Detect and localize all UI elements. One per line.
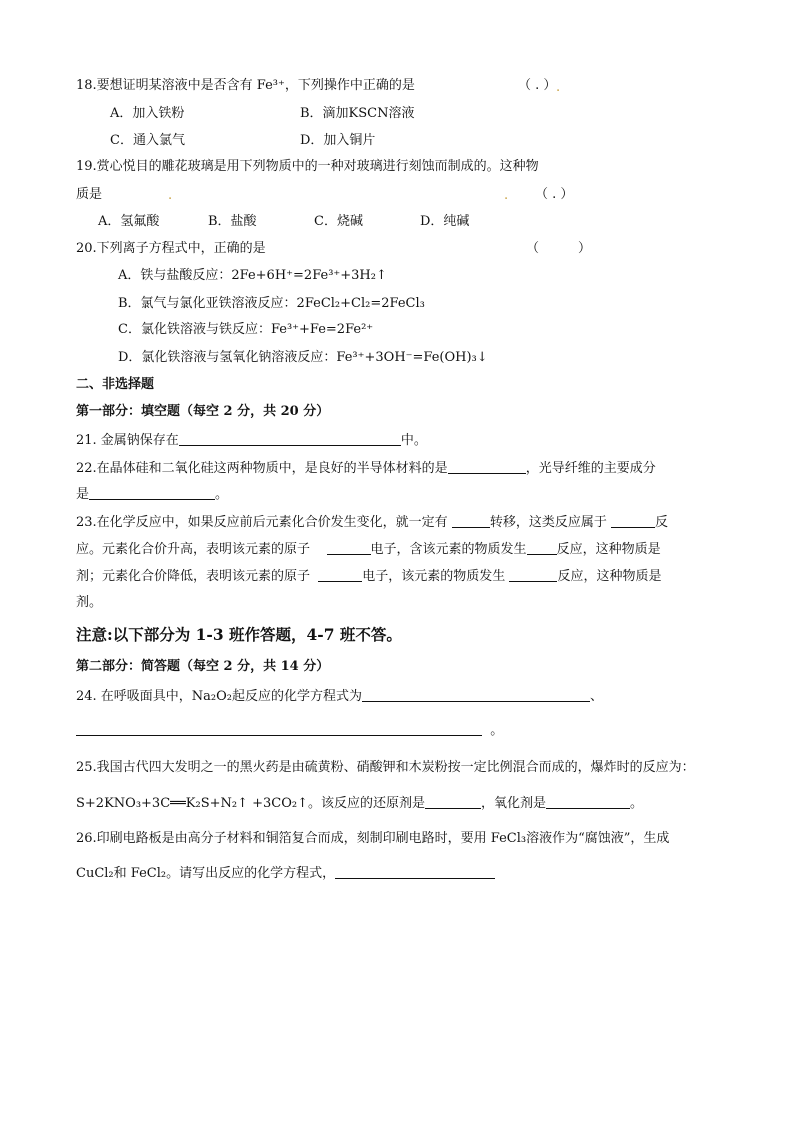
q22-text-a: 22.在晶体硅和二氧化硅这两种物质中，是良好的半导体材料的是: [76, 461, 448, 476]
q25-blank-1[interactable]: [425, 795, 481, 809]
scan-speck: .: [504, 188, 509, 203]
q19-option-a: A．氢氟酸: [98, 214, 160, 229]
q25-line2: [76, 795, 643, 812]
q25-text-c: 。: [630, 796, 644, 811]
q22-line2: [76, 486, 228, 503]
q22-text-d: 。: [215, 487, 229, 502]
q25-line1: 25.我国古代四大发明之一的黑火药是由硫黄粉、硝酸钾和木炭粉按一定比例混合而成的，爆炸时的反应为：: [76, 760, 695, 775]
q20-option-a: A．铁与盐酸反应：2Fe+6H⁺=2Fe³⁺+3H₂↑: [118, 268, 387, 283]
q24-line2: [76, 722, 503, 739]
q23-line1: [76, 514, 668, 531]
section-heading: 二、非选择题: [76, 377, 155, 392]
q23-blank-5[interactable]: [318, 568, 362, 582]
q23-l2b: 电子，含该元素的物质发生: [370, 542, 527, 557]
scan-speck: .: [168, 188, 173, 203]
q24-blank-1[interactable]: [362, 688, 590, 702]
q22-text-b: ，光导纤维的主要成分: [525, 461, 656, 476]
q25-text-a: S+2KNO₃+3C══K₂S+N₂↑ +3CO₂↑。该反应的还原剂是: [76, 796, 425, 811]
q23-line2: [76, 541, 661, 558]
q19-option-c: C．烧碱: [314, 214, 363, 229]
q18-stem: 18.要想证明某溶液中是否含有 Fe³⁺，下列操作中正确的是: [76, 78, 415, 93]
q19-stem-line2: 质是: [76, 187, 103, 202]
q26-line2: [76, 865, 495, 882]
q18-option-c: C．通入氯气: [110, 133, 185, 148]
q26-blank[interactable]: [335, 865, 495, 879]
q24-text-a: 24. 在呼吸面具中，Na₂O₂起反应的化学方程式为: [76, 689, 363, 704]
q23-l3c: 反应，这种物质是: [557, 569, 662, 584]
q23-l1b: 转移，这类反应属于: [489, 515, 607, 530]
q26-line1: 26.印刷电路板是由高分子材料和铜箔复合而成，刻制印刷电路时，要用 FeCl₃溶液作为“腐蚀液”，生成: [76, 831, 670, 846]
q22-line1: [76, 460, 656, 477]
q22-blank-1[interactable]: [448, 460, 526, 474]
q23-blank-6[interactable]: [509, 568, 557, 582]
q24-text-b: 、: [590, 689, 604, 704]
q18-option-d: D．加入铜片: [300, 133, 376, 148]
q20-option-d: D．氯化铁溶液与氢氧化钠溶液反应：Fe³⁺+3OH⁻=Fe(OH)₃↓: [118, 350, 488, 365]
q18-option-a: A．加入铁粉: [110, 106, 185, 121]
q25-blank-2[interactable]: [546, 795, 630, 809]
q21-blank[interactable]: [179, 432, 401, 446]
q23-l3b: 电子，该元素的物质发生: [362, 569, 506, 584]
q20-answer-paren: （ ）: [526, 241, 592, 256]
q23-blank-2[interactable]: [611, 514, 655, 528]
q23-line4: 剂。: [76, 595, 103, 610]
q23-l2c: 反应，这种物质是: [556, 542, 661, 557]
q19-answer-paren: （ . ）: [535, 187, 574, 202]
q23-blank-4[interactable]: [527, 541, 557, 555]
q19-option-b: B．盐酸: [208, 214, 257, 229]
q24-text-c: 。: [490, 723, 504, 738]
notice: 注意:以下部分为 1-3 班作答题，4-7 班不答。: [76, 625, 402, 644]
q18-option-b: B．滴加KSCN溶液: [300, 106, 415, 121]
q19-stem-line1: 19.赏心悦目的雕花玻璃是用下列物质中的一种对玻璃进行刻蚀而制成的。这种物: [76, 159, 539, 174]
q23-blank-3[interactable]: [327, 541, 371, 555]
q24-line1: [76, 688, 603, 705]
scan-speck: .: [556, 80, 561, 95]
q23-l3a: 剂；元素化合价降低，表明该元素的原子: [76, 569, 311, 584]
q18-answer-paren: （ . ）: [518, 78, 557, 93]
q21-text-a: 21. 金属钠保存在: [76, 433, 179, 448]
q21-text-b: 中。: [400, 433, 427, 448]
q23-l1c: 反: [654, 515, 668, 530]
q24-blank-2[interactable]: [76, 722, 482, 736]
q21: [76, 432, 427, 449]
q25-text-b: ，氧化剂是: [481, 796, 547, 811]
q20-option-c: C．氯化铁溶液与铁反应：Fe³⁺+Fe=2Fe²⁺: [118, 322, 374, 337]
q23-l1a: 23.在化学反应中，如果反应前后元素化合价发生变化，就一定有: [76, 515, 448, 530]
q20-stem: 20.下列离子方程式中，正确的是: [76, 241, 266, 256]
q26-text: CuCl₂和 FeCl₂。请写出反应的化学方程式，: [76, 866, 336, 881]
q23-l2a: 应。元素化合价升高，表明该元素的原子: [76, 542, 311, 557]
q22-text-c: 是: [76, 487, 90, 502]
q22-blank-2[interactable]: [89, 486, 215, 500]
part2-heading: 第二部分：简答题（每空 2 分，共 14 分）: [76, 659, 330, 674]
part1-heading: 第一部分：填空题（每空 2 分，共 20 分）: [76, 404, 330, 419]
q19-option-d: D．纯碱: [420, 214, 470, 229]
q23-line3: [76, 568, 661, 585]
q20-option-b: B．氯气与氯化亚铁溶液反应：2FeCl₂+Cl₂=2FeCl₃: [118, 296, 425, 311]
q23-blank-1[interactable]: [452, 514, 490, 528]
